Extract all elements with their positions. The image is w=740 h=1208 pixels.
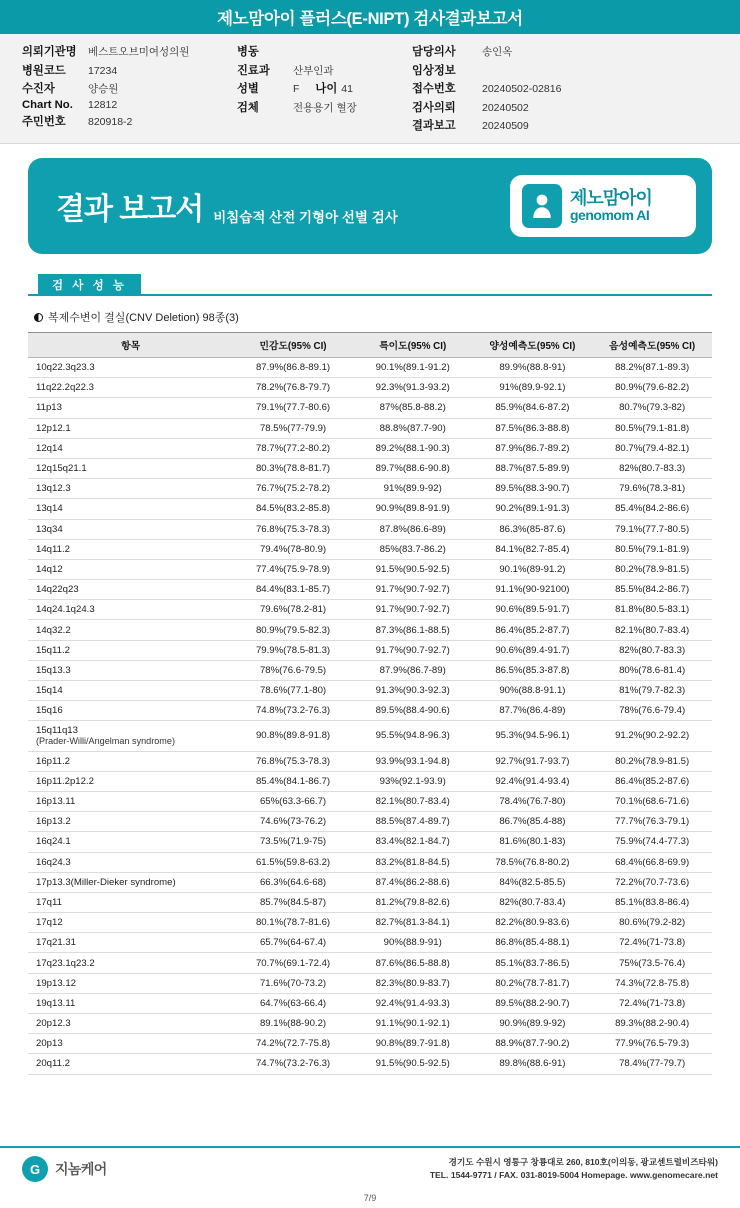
cell-value: 82.3%(80.9-83.7) [353,973,473,993]
subsection-header [34,309,712,325]
cell-item: 15q11.2 [28,640,233,660]
cell-value: 90.8%(89.8-91.8) [233,721,353,751]
cell-value: 91.1%(90.1-92.1) [353,1014,473,1034]
info-value: 양승원 [88,83,119,95]
cell-value: 86.3%(85-87.6) [473,519,593,539]
cell-item: 17p13.3(Miller-Dieker syndrome) [28,872,233,892]
cell-value: 75%(73.5-76.4) [592,953,712,973]
info-row-sex-age [237,80,412,96]
cell-item: 20q11.2 [28,1054,233,1074]
cell-item: 17q12 [28,913,233,933]
cell-value: 86.5%(85.3-87.8) [473,660,593,680]
table-row [28,640,712,660]
cell-value: 72.2%(70.7-73.6) [592,872,712,892]
cell-value: 64.7%(63-66.4) [233,993,353,1013]
table-row [28,892,712,912]
cell-item: 14q11.2 [28,539,233,559]
cell-value: 90.6%(89.5-91.7) [473,600,593,620]
cell-value: 83.4%(82.1-84.7) [353,832,473,852]
column-header-specificity: 특이도(95% CI) [353,333,473,358]
cell-value: 90.9%(89.9-92) [473,1014,593,1034]
table-row [28,993,712,1013]
report-title-bar [0,0,740,34]
cell-value: 80.6%(79.2-82) [592,913,712,933]
cell-value: 87.3%(86.1-88.5) [353,620,473,640]
cell-value: 79.1%(77.7-80.6) [233,398,353,418]
cell-value: 79.6%(78.3-81) [592,479,712,499]
cell-value: 84.5%(83.2-85.8) [233,499,353,519]
cell-item: 14q22q23 [28,580,233,600]
info-value: 베스트오브미여성의원 [88,46,190,58]
cell-value: 90%(88.9-91) [353,933,473,953]
cell-value: 90.6%(89.4-91.7) [473,640,593,660]
cell-item: 14q32.2 [28,620,233,640]
cell-value: 77.7%(76.3-79.1) [592,812,712,832]
cell-item: 15q14 [28,681,233,701]
cell-item: 12p12.1 [28,418,233,438]
cell-value: 78.7%(77.2-80.2) [233,438,353,458]
footer-phone: TEL. 1544-9771 / FAX. 031-8019-5004 Homepage. www.genomecare.net [429,1170,718,1181]
cell-value: 90.9%(89.8-91.9) [353,499,473,519]
column-header-item: 항목 [28,333,233,358]
cell-value: 91.2%(90.2-92.2) [592,721,712,751]
cell-value: 80.7%(79.4-82.1) [592,438,712,458]
table-row [28,701,712,721]
cell-value: 84.1%(82.7-85.4) [473,539,593,559]
cell-value: 91.5%(90.5-92.5) [353,559,473,579]
cell-item: 16p13.11 [28,791,233,811]
cell-value: 80.2%(78.9-81.5) [592,559,712,579]
cell-value: 85.4%(84.2-86.6) [592,499,712,519]
cell-value: 82.1%(80.7-83.4) [353,791,473,811]
info-row [22,62,237,78]
cell-value: 78.6%(77.1-80) [233,681,353,701]
cell-item: 13q14 [28,499,233,519]
table-row [28,791,712,811]
table-header-row [28,333,712,358]
cell-value: 72.4%(71-73.8) [592,933,712,953]
cell-item: 16q24.3 [28,852,233,872]
cell-value: 81.8%(80.5-83.1) [592,600,712,620]
table-row [28,913,712,933]
brand-name-ko: 제노맘아이 [570,188,652,209]
cell-item: 19p13.12 [28,973,233,993]
cell-value: 89.9%(88.8-91) [473,358,593,378]
cell-value: 93%(92.1-93.9) [353,771,473,791]
cell-item: 11p13 [28,398,233,418]
cell-value: 79.4%(78-80.9) [233,539,353,559]
section-header [28,274,712,296]
table-row [28,519,712,539]
cell-item: 17q11 [28,892,233,912]
banner-wrapper [0,144,740,254]
cell-value: 81.2%(79.8-82.6) [353,892,473,912]
cell-value: 87%(85.8-88.2) [353,398,473,418]
info-label: 접수번호 [412,83,456,95]
cell-value: 65%(63.3-66.7) [233,791,353,811]
banner-title: 결과 보고서 [56,193,204,226]
cell-value: 89.2%(88.1-90.3) [353,438,473,458]
info-value: 20240509 [482,120,529,132]
cell-value: 88.8%(87.7-90) [353,418,473,438]
info-label: Chart No. [22,98,73,111]
patient-info-column-3 [412,43,712,133]
cell-value: 85.1%(83.8-86.4) [592,892,712,912]
cell-value: 91.3%(90.3-92.3) [353,681,473,701]
column-header-npv: 음성예측도(95% CI) [592,333,712,358]
cell-value: 78.5%(76.8-80.2) [473,852,593,872]
footer-brand [22,1156,107,1182]
info-label: 담당의사 [412,46,456,58]
cell-value: 85%(83.7-86.2) [353,539,473,559]
cnv-table-wrapper [28,332,712,1075]
cell-value: 78%(76.6-79.5) [233,660,353,680]
brand-name-en: genomom AI [570,207,650,224]
info-label: 수진자 [22,83,55,95]
info-label: 검체 [237,101,259,114]
info-label: 검사의뢰 [412,101,456,114]
table-row [28,872,712,892]
cell-value: 82%(80.7-83.3) [592,458,712,478]
cell-item: 14q12 [28,559,233,579]
cell-value: 82.2%(80.9-83.6) [473,913,593,933]
cell-value: 91.7%(90.7-92.7) [353,580,473,600]
cell-value: 83.2%(81.8-84.5) [353,852,473,872]
cell-value: 74.2%(72.7-75.8) [233,1034,353,1054]
cell-value: 87.7%(86.4-89) [473,701,593,721]
cell-item: 16p11.2 [28,751,233,771]
cell-value: 84.4%(83.1-85.7) [233,580,353,600]
cell-value: 76.7%(75.2-78.2) [233,479,353,499]
cell-value: 89.5%(88.3-90.7) [473,479,593,499]
table-row [28,378,712,398]
cell-value: 78.4%(77-79.7) [592,1054,712,1074]
info-value: 산부인과 [293,64,334,77]
cell-value: 86.4%(85.2-87.7) [473,620,593,640]
section-title: 검 사 성 능 [38,274,141,297]
cell-item: 17q23.1q23.2 [28,953,233,973]
info-label: 진료과 [237,64,270,77]
info-label: 성별 [237,83,259,95]
table-row [28,418,712,438]
cell-value: 92.3%(91.3-93.2) [353,378,473,398]
table-row [28,1054,712,1074]
cell-value: 61.5%(59.8-63.2) [233,852,353,872]
cell-value: 89.8%(88.6-91) [473,1054,593,1074]
info-row [22,80,237,96]
table-row [28,832,712,852]
cell-value: 93.9%(93.1-94.8) [353,751,473,771]
cell-value: 85.9%(84.6-87.2) [473,398,593,418]
patient-info-panel [0,34,740,144]
half-circle-bullet-icon [34,313,43,322]
cell-value: 78.2%(76.8-79.7) [233,378,353,398]
cell-value: 84%(82.5-85.5) [473,872,593,892]
cell-value: 80.5%(79.1-81.9) [592,539,712,559]
brand-logo [510,175,696,237]
table-row [28,539,712,559]
cell-value: 95.3%(94.5-96.1) [473,721,593,751]
info-value: 820918-2 [88,116,133,128]
cell-value: 80.9%(79.5-82.3) [233,620,353,640]
footer-contact [430,1156,718,1183]
subsection-title: 복제수변이 결실(CNV Deletion) 98종(3) [48,312,239,324]
cell-item-subtext: (Prader-Willi/Angelman syndrome) [36,736,175,747]
cell-value: 85.4%(84.1-86.7) [233,771,353,791]
cell-value: 88.2%(87.1-89.3) [592,358,712,378]
cell-value: 87.8%(86.6-89) [353,519,473,539]
cell-value: 87.6%(86.5-88.8) [353,953,473,973]
cell-value: 89.3%(88.2-90.4) [592,1014,712,1034]
cell-value: 71.6%(70-73.2) [233,973,353,993]
info-row [412,99,712,115]
info-row [22,99,237,111]
cell-value: 86.8%(85.4-88.1) [473,933,593,953]
cell-value: 81%(79.7-82.3) [592,681,712,701]
cell-value: 80.1%(78.7-81.6) [233,913,353,933]
info-value: F [293,83,300,95]
info-row [237,99,412,115]
column-header-sensitivity: 민감도(95% CI) [233,333,353,358]
cell-value: 90.1%(89-91.2) [473,559,593,579]
cell-value: 76.8%(75.3-78.3) [233,519,353,539]
table-row [28,771,712,791]
info-row [412,117,712,133]
info-row [22,43,237,59]
footer-company-name: 지놈케어 [55,1161,107,1177]
info-label: 결과보고 [412,120,456,132]
info-label: 임상정보 [412,64,456,77]
baby-icon [522,184,562,228]
table-row [28,358,712,378]
cell-value: 79.6%(78.2-81) [233,600,353,620]
info-label: 병동 [237,46,259,58]
cell-value: 77.4%(75.9-78.9) [233,559,353,579]
cell-value: 66.3%(64.6-68) [233,872,353,892]
info-value: 20240502-02816 [482,83,562,95]
cell-value: 74.6%(73-76.2) [233,812,353,832]
cell-value: 79.1%(77.7-80.5) [592,519,712,539]
table-row [28,559,712,579]
cell-item: 20p13 [28,1034,233,1054]
table-row [28,1034,712,1054]
cell-value: 85.7%(84.5-87) [233,892,353,912]
footer-address: 경기도 수원시 영통구 창룡대로 260, 810호(이의동, 광교센트럴비즈타워) [448,1157,718,1167]
table-row [28,973,712,993]
info-label: 병원코드 [22,64,66,77]
cell-value: 90%(88.8-91.1) [473,681,593,701]
info-value: 17234 [88,64,118,77]
cell-item: 16p11.2p12.2 [28,771,233,791]
cell-value: 68.4%(66.8-69.9) [592,852,712,872]
cell-value: 72.4%(71-73.8) [592,993,712,1013]
cell-value: 80%(78.6-81.4) [592,660,712,680]
info-row [237,43,412,59]
cell-value: 87.4%(86.2-88.6) [353,872,473,892]
cell-value: 89.5%(88.4-90.6) [353,701,473,721]
cell-item: 12q14 [28,438,233,458]
cell-value: 91.5%(90.5-92.5) [353,1054,473,1074]
patient-info-column-1 [22,43,237,133]
info-row [412,43,712,59]
cell-value: 88.5%(87.4-89.7) [353,812,473,832]
genomecare-logo-icon: G [22,1156,48,1182]
brand-logo-text [570,189,652,223]
cell-value: 78%(76.6-79.4) [592,701,712,721]
info-row [412,80,712,96]
info-row [237,62,412,78]
info-value: 송인옥 [482,46,513,58]
table-row [28,812,712,832]
cell-value: 87.9%(86.8-89.1) [233,358,353,378]
report-footer [0,1146,740,1208]
cell-item: 10q22.3q23.3 [28,358,233,378]
cell-value: 90.2%(89.1-91.3) [473,499,593,519]
cell-value: 90.1%(89.1-91.2) [353,358,473,378]
cell-value: 91.7%(90.7-92.7) [353,600,473,620]
cell-value: 74.7%(73.2-76.3) [233,1054,353,1074]
info-value: 20240502 [482,101,529,114]
cell-value: 75.9%(74.4-77.3) [592,832,712,852]
info-row [22,113,237,129]
cell-value: 77.9%(76.5-79.3) [592,1034,712,1054]
cell-item: 17q21.31 [28,933,233,953]
cell-value: 80.3%(78.8-81.7) [233,458,353,478]
cell-value: 82.1%(80.7-83.4) [592,620,712,640]
table-row [28,398,712,418]
cell-value: 95.5%(94.8-96.3) [353,721,473,751]
cell-value: 86.7%(85.4-88) [473,812,593,832]
cell-value: 90.8%(89.7-91.8) [353,1034,473,1054]
cell-value: 80.2%(78.9-81.5) [592,751,712,771]
cell-value: 89.1%(88-90.2) [233,1014,353,1034]
cell-value: 85.5%(84.2-86.7) [592,580,712,600]
cell-value: 78.5%(77-79.9) [233,418,353,438]
table-header [28,333,712,358]
cell-value: 82%(80.7-83.3) [592,640,712,660]
cell-value: 74.8%(73.2-76.3) [233,701,353,721]
cell-item: 12q15q21.1 [28,458,233,478]
info-row [412,62,712,78]
cell-value: 87.9%(86.7-89) [353,660,473,680]
column-header-ppv: 양성예측도(95% CI) [473,333,593,358]
cell-item: 15q11q13 (Prader-Willi/Angelman syndrome) [28,721,233,751]
cell-item: 16p13.2 [28,812,233,832]
cell-value: 92.4%(91.4-93.3) [353,993,473,1013]
table-row [28,1014,712,1034]
table-row [28,953,712,973]
table-row [28,438,712,458]
table-row [28,620,712,640]
cell-item: 19q13.11 [28,993,233,1013]
cell-value: 78.4%(76.7-80) [473,791,593,811]
page-number: 7/9 [363,1193,377,1203]
cell-value: 82.7%(81.3-84.1) [353,913,473,933]
cell-value: 91.1%(90-92100) [473,580,593,600]
table-body [28,358,712,1075]
table-row [28,600,712,620]
patient-info-column-2 [237,43,412,133]
cell-value: 91%(89.9-92) [353,479,473,499]
cell-value: 65.7%(64-67.4) [233,933,353,953]
cell-value: 76.8%(75.3-78.3) [233,751,353,771]
result-banner [28,158,712,254]
cell-value: 80.9%(79.6-82.2) [592,378,712,398]
info-value: 전용용기 혈장 [293,101,357,114]
cell-item: 13q12.3 [28,479,233,499]
table-row [28,681,712,701]
cell-value: 91%(89.9-92.1) [473,378,593,398]
cell-value: 87.9%(86.7-89.2) [473,438,593,458]
cell-value: 92.7%(91.7-93.7) [473,751,593,771]
cell-value: 89.7%(88.6-90.8) [353,458,473,478]
cell-value: 87.5%(86.3-88.8) [473,418,593,438]
cell-value: 88.9%(87.7-90.2) [473,1034,593,1054]
cell-item: 16q24.1 [28,832,233,852]
table-row [28,499,712,519]
table-row [28,458,712,478]
table-row [28,751,712,771]
table-row [28,479,712,499]
cell-item: 15q16 [28,701,233,721]
cell-item: 15q13.3 [28,660,233,680]
info-label: 주민번호 [22,116,66,128]
cell-item: 13q34 [28,519,233,539]
table-row [28,933,712,953]
cell-value: 88.7%(87.5-89.9) [473,458,593,478]
cell-value: 80.7%(79.3-82) [592,398,712,418]
cell-value: 70.1%(68.6-71.6) [592,791,712,811]
info-label: 의뢰기관명 [22,46,77,58]
cell-value: 70.7%(69.1-72.4) [233,953,353,973]
info-label-age: 나이 [315,83,338,95]
page-title: 제노맘아이 플러스(E-NIPT) 검사결과보고서 [217,10,523,28]
cell-value: 73.5%(71.9-75) [233,832,353,852]
cell-value: 81.6%(80.1-83) [473,832,593,852]
cell-value: 85.1%(83.7-86.5) [473,953,593,973]
cell-value: 80.2%(78.7-81.7) [473,973,593,993]
table-row [28,660,712,680]
cell-item: 14q24.1q24.3 [28,600,233,620]
cell-value: 80.5%(79.1-81.8) [592,418,712,438]
cell-item: 11q22.2q22.3 [28,378,233,398]
table-row [28,580,712,600]
table-row [28,852,712,872]
table-row [28,721,712,751]
cell-item: 20p12.3 [28,1014,233,1034]
banner-subtitle: 비침습적 산전 기형아 선별 검사 [213,210,398,225]
cell-value: 92.4%(91.4-93.4) [473,771,593,791]
cnv-deletion-table [28,332,712,1075]
info-value-age: 41 [341,83,353,95]
cell-value: 82%(80.7-83.4) [473,892,593,912]
cell-value: 74.3%(72.8-75.8) [592,973,712,993]
cell-value: 79.9%(78.5-81.3) [233,640,353,660]
cell-value: 91.7%(90.7-92.7) [353,640,473,660]
cell-value: 86.4%(85.2-87.6) [592,771,712,791]
cell-value: 89.5%(88.2-90.7) [473,993,593,1013]
info-value: 12812 [88,98,118,111]
